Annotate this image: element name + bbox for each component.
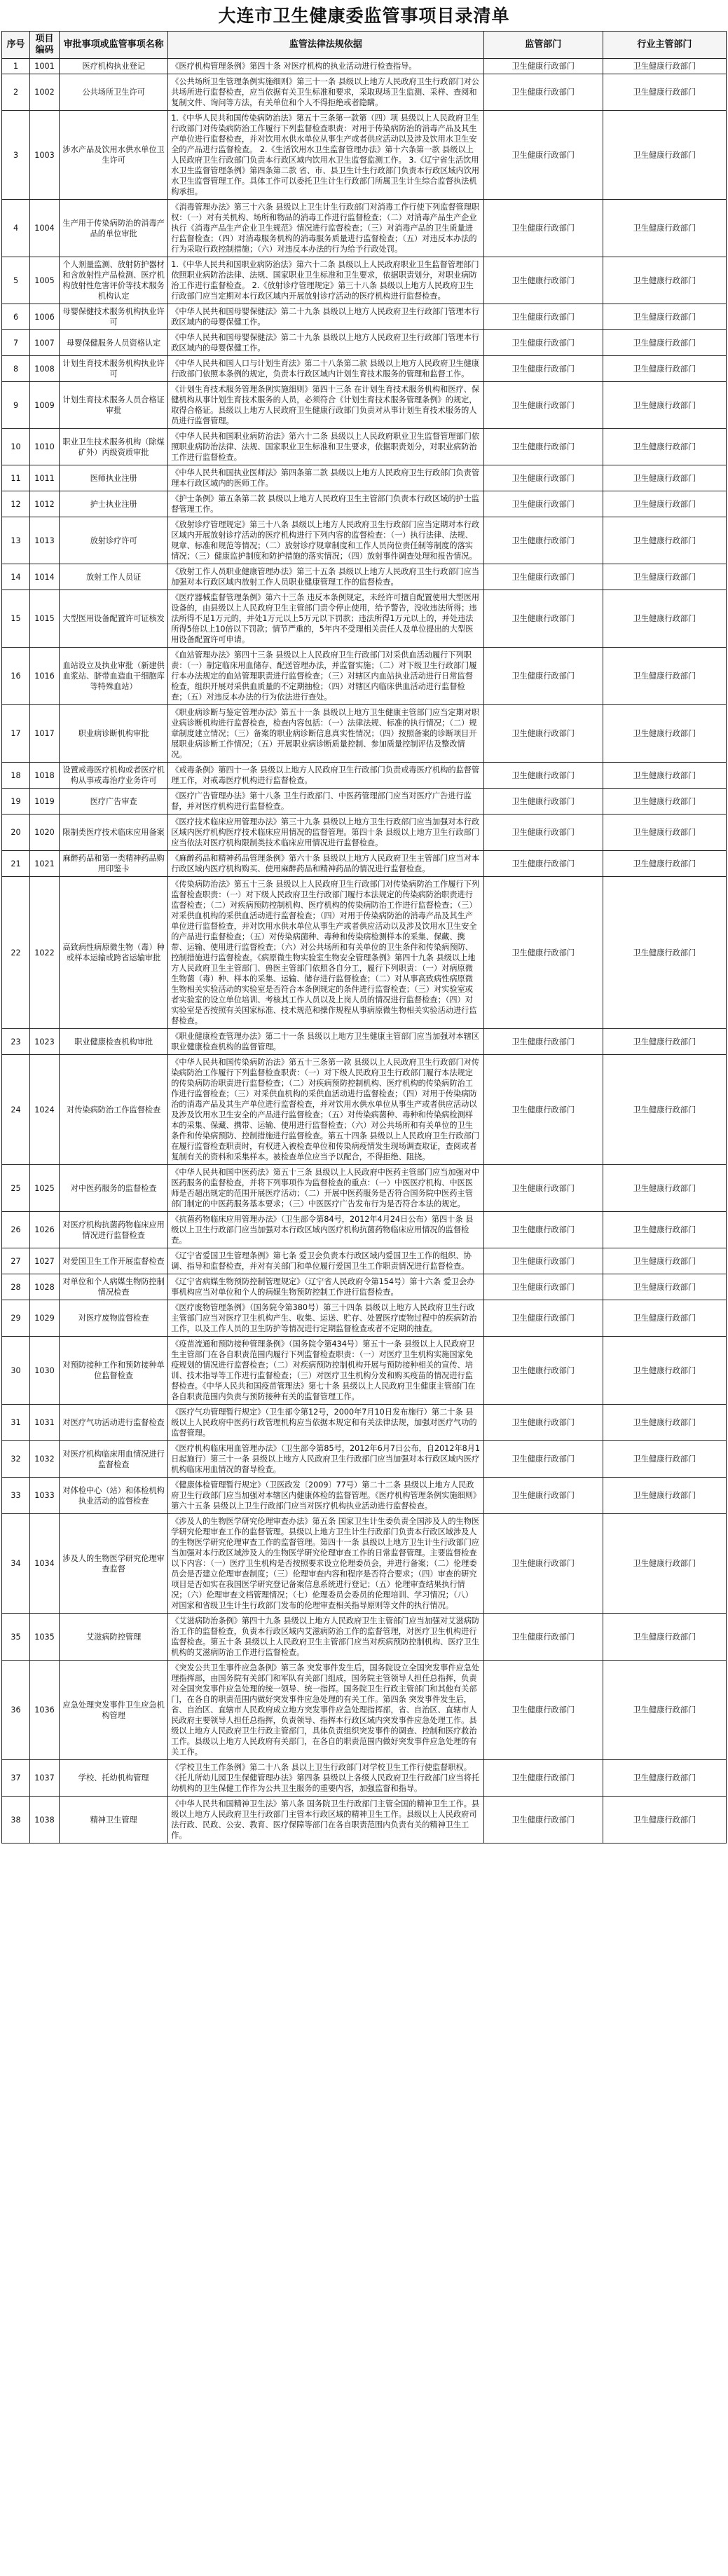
cell-code: 1024: [30, 1055, 60, 1165]
table-row: [2, 763, 727, 789]
cell-industry-dept: 卫生健康行政部门: [603, 1405, 726, 1441]
cell-legal-basis: 《医疗机构管理条例》第四十条 对医疗机构的执业活动进行检查指导。: [168, 59, 483, 74]
cell-seq: 9: [2, 382, 30, 429]
cell-item-name: 艾滋病防控管理: [60, 1614, 168, 1661]
cell-industry-dept: 卫生健康行政部门: [603, 356, 726, 382]
cell-supervision-dept: 卫生健康行政部门: [483, 1614, 603, 1661]
cell-industry-dept: 卫生健康行政部门: [603, 1165, 726, 1212]
cell-seq: 18: [2, 763, 30, 789]
cell-legal-basis: 《血站管理办法》第四十三条 县级以上人民政府卫生行政部门对采供血活动履行下列职责：（一）制定临床用血储存、配送管理办法，并监督实施；（二）对下级卫生行政部门履行本办法规定的血站管理职责进行监督检查；（三）对辖区内血站执业活动进行日常监督检查，组织开展对采供血质量的不定期抽检；（四）对辖区内临床供血活动进行监督检查；（五）对违反本办法的行为依法进行查处。: [168, 648, 483, 705]
cell-seq: 34: [2, 1514, 30, 1614]
cell-seq: 26: [2, 1212, 30, 1248]
table-row: [2, 74, 727, 111]
cell-supervision-dept: 卫生健康行政部门: [483, 59, 603, 74]
cell-supervision-dept: 卫生健康行政部门: [483, 1478, 603, 1514]
cell-legal-basis: 《医疗器械监督管理条例》第六十三条 违反本条例规定，未经许可擅自配置使用大型医用设备的，由县级以上人民政府卫生主管部门责令停止使用，给予警告，没收违法所得；违法所得不足1万元的，并处1万元以上5万元以下罚款；违法所得1万元以上的，并处违法所得5倍以上10倍以下罚款；情节严重的，5年内不受理相关责任人及单位提出的大型医用设备配置许可申请。: [168, 590, 483, 648]
table-row: [2, 1441, 727, 1478]
cell-legal-basis: 1.《中华人民共和国传染病防治法》第五十三条第一款第（四）项 县级以上人民政府卫生行政部门对传染病防治工作履行下列监督检查职责：对用于传染病防治的消毒产品及其生产单位进行监督检查，并对饮用水供水单位从事生产或者供应活动以及涉及饮用水卫生安全的产品进行监督检查。 2.《生活饮用水卫生监督管理办法》第十六条第一款 县级以上人民政府卫生行政部门负责本行政区域内饮用水卫生监督监测工作。 3.《辽宁省生活饮用水卫生监督管理条例》第四条第二款 省、市、县卫生计生行政部门负责本行政区域内饮用水卫生监督管理工作。具体工作可以委托卫生计生行政部门所属卫生计生综合监督执法机构承担。: [168, 111, 483, 200]
cell-item-name: 应急处理突发事件卫生应急机构管理: [60, 1661, 168, 1760]
cell-seq: 11: [2, 465, 30, 491]
cell-seq: 32: [2, 1441, 30, 1478]
cell-supervision-dept: 卫生健康行政部门: [483, 465, 603, 491]
cell-industry-dept: 卫生健康行政部门: [603, 1029, 726, 1055]
table-row: [2, 564, 727, 590]
table-body: [2, 59, 727, 1844]
cell-supervision-dept: 卫生健康行政部门: [483, 491, 603, 517]
cell-code: 1029: [30, 1300, 60, 1337]
cell-seq: 8: [2, 356, 30, 382]
cell-industry-dept: 卫生健康行政部门: [603, 1248, 726, 1274]
cell-seq: 4: [2, 200, 30, 257]
cell-item-name: 精神卫生管理: [60, 1797, 168, 1844]
cell-industry-dept: 卫生健康行政部门: [603, 590, 726, 648]
table-row: [2, 1029, 727, 1055]
cell-seq: 37: [2, 1760, 30, 1797]
cell-industry-dept: 卫生健康行政部门: [603, 382, 726, 429]
cell-code: 1011: [30, 465, 60, 491]
table-row: [2, 648, 727, 705]
cell-code: 1025: [30, 1165, 60, 1212]
cell-industry-dept: 卫生健康行政部门: [603, 1055, 726, 1165]
cell-code: 1002: [30, 74, 60, 111]
col-header-industry: 行业主管部门: [603, 32, 726, 59]
table-row: [2, 1614, 727, 1661]
cell-supervision-dept: 卫生健康行政部门: [483, 517, 603, 564]
cell-seq: 25: [2, 1165, 30, 1212]
cell-item-name: 涉及人的生物医学研究伦理审查监督: [60, 1514, 168, 1614]
cell-seq: 16: [2, 648, 30, 705]
cell-supervision-dept: 卫生健康行政部门: [483, 877, 603, 1029]
cell-industry-dept: 卫生健康行政部门: [603, 465, 726, 491]
cell-industry-dept: 卫生健康行政部门: [603, 1760, 726, 1797]
cell-code: 1013: [30, 517, 60, 564]
table-row: [2, 1274, 727, 1300]
cell-legal-basis: 《戒毒条例》第四十一条 县级以上地方人民政府卫生行政部门负责戒毒医疗机构的监督管理工作，对戒毒医疗机构进行监督检查。: [168, 763, 483, 789]
cell-item-name: 计划生育技术服务人员合格证审批: [60, 382, 168, 429]
cell-code: 1022: [30, 877, 60, 1029]
cell-seq: 7: [2, 330, 30, 356]
cell-code: 1037: [30, 1760, 60, 1797]
supervision-table: [1, 31, 727, 1844]
cell-seq: 10: [2, 429, 30, 465]
col-header-name: 审批事项或监管事项名称: [60, 32, 168, 59]
cell-seq: 15: [2, 590, 30, 648]
cell-item-name: 母婴保健技术服务机构执业许可: [60, 304, 168, 330]
cell-industry-dept: 卫生健康行政部门: [603, 200, 726, 257]
cell-seq: 6: [2, 304, 30, 330]
cell-industry-dept: 卫生健康行政部门: [603, 111, 726, 200]
cell-legal-basis: 《艾滋病防治条例》第四十九条 县级以上地方人民政府卫生主管部门应当加强对艾滋病防治工作的监督检查，负责本行政区域内艾滋病防治工作的监督管理，对医疗卫生机构进行监督检查。第五十条 县级以上人民政府卫生主管部门应当对疾病预防控制机构、医疗卫生机构的艾滋病防治工作进行监督检查。: [168, 1614, 483, 1661]
table-row: [2, 789, 727, 815]
cell-legal-basis: 《公共场所卫生管理条例实施细则》第三十一条 县级以上地方人民政府卫生行政部门对公共场所进行监督检查，应当依据有关卫生标准和要求，采取现场卫生监测、采样、查阅和复制文件、询问等方法，有关单位和个人不得拒绝或者隐瞒。: [168, 74, 483, 111]
cell-code: 1034: [30, 1514, 60, 1614]
cell-code: 1020: [30, 815, 60, 851]
cell-supervision-dept: 卫生健康行政部门: [483, 257, 603, 304]
cell-item-name: 对医疗废物监督检查: [60, 1300, 168, 1337]
cell-supervision-dept: 卫生健康行政部门: [483, 851, 603, 877]
cell-legal-basis: 《计划生育技术服务管理条例实施细则》第四十三条 在计划生育技术服务机构和医疗、保健机构从事计划生育技术服务的人员，必须符合《计划生育技术服务管理条例》的规定，取得合格证。县级以上地方人民政府卫生健康行政部门负责对从事计划生育技术服务的人员进行监督管理。: [168, 382, 483, 429]
cell-seq: 20: [2, 815, 30, 851]
cell-item-name: 放射诊疗许可: [60, 517, 168, 564]
cell-industry-dept: 卫生健康行政部门: [603, 705, 726, 763]
cell-code: 1003: [30, 111, 60, 200]
cell-code: 1012: [30, 491, 60, 517]
cell-legal-basis: 《职业病诊断与鉴定管理办法》第五十一条 县级以上地方卫生健康主管部门应当定期对职业病诊断机构进行监督检查，检查内容包括：（一）法律法规、标准的执行情况；（二）规章制度建立情况；（三）备案的职业病诊断信息真实性情况；（四）按照备案的诊断项目开展职业病诊断工作情况；（五）开展职业病诊断质量控制、参加质量控制评估及整改情况。: [168, 705, 483, 763]
cell-item-name: 职业卫生技术服务机构（除煤矿外）丙级资质审批: [60, 429, 168, 465]
cell-item-name: 高致病性病原微生物（毒）种或样本运输或跨省运输审批: [60, 877, 168, 1029]
cell-legal-basis: 《健康体检管理暂行规定》（卫医政发〔2009〕77号）第二十二条 县级以上地方人民政府卫生行政部门应当加强对本辖区内健康体检的监督管理。《医疗机构管理条例实施细则》第六十五条 县级以上卫生行政部门应当对医疗机构执业活动进行监督检查。: [168, 1478, 483, 1514]
col-header-dept: 监管部门: [483, 32, 603, 59]
cell-supervision-dept: 卫生健康行政部门: [483, 1055, 603, 1165]
cell-code: 1010: [30, 429, 60, 465]
cell-legal-basis: 《中华人民共和国母婴保健法》第二十九条 县级以上地方人民政府卫生行政部门管理本行政区域内的母婴保健工作。: [168, 330, 483, 356]
col-header-basis: 监管法律法规依据: [168, 32, 483, 59]
cell-item-name: 对单位和个人病媒生物防控制情况检查: [60, 1274, 168, 1300]
cell-item-name: 个人剂量监测、放射防护器材和含放射性产品检测、医疗机构放射性危害评价等技术服务机构认定: [60, 257, 168, 304]
table-row: [2, 491, 727, 517]
cell-legal-basis: 《医疗气功管理暂行规定》（卫生部令第12号，2000年7月10日发布施行）第二十条 县级以上人民政府中医药行政管理机构应当依据本规定和有关法律法规，加强对医疗气功的监督管理。: [168, 1405, 483, 1441]
table-row: [2, 304, 727, 330]
cell-supervision-dept: 卫生健康行政部门: [483, 356, 603, 382]
cell-code: 1035: [30, 1614, 60, 1661]
cell-industry-dept: 卫生健康行政部门: [603, 763, 726, 789]
cell-legal-basis: 《辽宁省爱国卫生管理条例》第七条 爱卫会负责本行政区域内爱国卫生工作的组织、协调、指导和监督检查，并对有关部门和单位履行爱国卫生工作职责情况进行监督检查。: [168, 1248, 483, 1274]
cell-seq: 14: [2, 564, 30, 590]
table-row: [2, 382, 727, 429]
cell-code: 1036: [30, 1661, 60, 1760]
cell-item-name: 公共场所卫生许可: [60, 74, 168, 111]
table-row: [2, 1478, 727, 1514]
cell-supervision-dept: 卫生健康行政部门: [483, 1248, 603, 1274]
cell-item-name: 对爱国卫生工作开展监督检查: [60, 1248, 168, 1274]
cell-industry-dept: 卫生健康行政部门: [603, 1337, 726, 1405]
cell-supervision-dept: 卫生健康行政部门: [483, 200, 603, 257]
cell-code: 1032: [30, 1441, 60, 1478]
cell-supervision-dept: 卫生健康行政部门: [483, 1405, 603, 1441]
cell-seq: 29: [2, 1300, 30, 1337]
cell-industry-dept: 卫生健康行政部门: [603, 429, 726, 465]
cell-code: 1005: [30, 257, 60, 304]
table-row: [2, 815, 727, 851]
cell-code: 1021: [30, 851, 60, 877]
cell-supervision-dept: 卫生健康行政部门: [483, 1212, 603, 1248]
cell-seq: 17: [2, 705, 30, 763]
cell-legal-basis: 《放射工作人员职业健康管理办法》第三十五条 县级以上地方人民政府卫生行政部门应当加强对本行政区域内放射工作人员职业健康管理工作的监督检查。: [168, 564, 483, 590]
table-row: [2, 1760, 727, 1797]
page-title: 大连市卫生健康委监管事项目录清单: [218, 6, 510, 26]
cell-legal-basis: 《消毒管理办法》第三十六条 县级以上卫生计生行政部门对消毒工作行使下列监督管理职权：（一）对有关机构、场所和物品的消毒工作进行监督检查；（二）对消毒产品生产企业执行《消毒产品生产企业卫生规范》情况进行监督检查；（三）对消毒产品的卫生质量进行监督检查；（四）对消毒服务机构的消毒服务质量进行监督检查；（五）对违反本办法的行为采取行政控制措施；（六）对违反本办法的行为给予行政处罚。: [168, 200, 483, 257]
cell-supervision-dept: 卫生健康行政部门: [483, 382, 603, 429]
cell-legal-basis: 《抗菌药物临床应用管理办法》（卫生部令第84号，2012年4月24日公布）第四十条 县级以上卫生行政部门应当加强对本行政区域内医疗机构抗菌药物临床应用情况的监督检查。: [168, 1212, 483, 1248]
cell-item-name: 对传染病防治工作监督检查: [60, 1055, 168, 1165]
cell-legal-basis: 《护士条例》第五条第二款 县级以上地方人民政府卫生主管部门负责本行政区域的护士监督管理工作。: [168, 491, 483, 517]
cell-seq: 3: [2, 111, 30, 200]
cell-code: 1015: [30, 590, 60, 648]
cell-item-name: 限制类医疗技术临床应用备案: [60, 815, 168, 851]
table-row: [2, 1514, 727, 1614]
cell-supervision-dept: 卫生健康行政部门: [483, 1300, 603, 1337]
cell-industry-dept: 卫生健康行政部门: [603, 304, 726, 330]
cell-legal-basis: 《涉及人的生物医学研究伦理审查办法》第五条 国家卫生计生委负责全国涉及人的生物医学研究伦理审查工作的监督管理。县级以上地方卫生计生行政部门负责本行政区域涉及人的生物医学研究伦理审查工作的监督管理。第四十一条 县级以上地方卫生计生行政部门应当加强对本行政区域涉及人的生物医学研究伦理审查工作的日常监督管理。主要监督检查以下内容：（一）医疗卫生机构是否按照要求设立伦理委员会，并进行备案；（二）伦理委员会是否建立伦理审查制度；（三）伦理审查内容和程序是否符合要求；（四）审查的研究项目是否如实在我国医学研究登记备案信息系统进行登记；（五）伦理审查结果执行情况；（六）伦理审查文档管理情况；（七）伦理委员会委员的伦理培训、学习情况；（八）对国家和省级卫生计生行政部门发布的伦理审查相关指导原则等文件的执行情况。: [168, 1514, 483, 1614]
cell-legal-basis: 《医疗技术临床应用管理办法》第三十九条 县级以上地方卫生行政部门应当加强对本行政区域内医疗机构医疗技术临床应用情况的监督管理。第四十条 县级以上地方卫生行政部门应当依法对医疗机构限制类技术临床应用情况进行监督检查。: [168, 815, 483, 851]
table-row: [2, 465, 727, 491]
cell-code: 1009: [30, 382, 60, 429]
table-row: [2, 517, 727, 564]
cell-supervision-dept: 卫生健康行政部门: [483, 304, 603, 330]
cell-item-name: 血站设立及执业审批（新建供血浆站、脐带血造血干细胞库等特殊血站）: [60, 648, 168, 705]
cell-code: 1031: [30, 1405, 60, 1441]
cell-industry-dept: 卫生健康行政部门: [603, 1212, 726, 1248]
cell-code: 1030: [30, 1337, 60, 1405]
cell-legal-basis: 《学校卫生工作条例》第二十八条 县以上卫生行政部门对学校卫生工作行使监督职权。《托儿所幼儿园卫生保健管理办法》第四条 县级以上各级人民政府卫生行政部门应当将托幼机构的卫生保健工作作为公共卫生服务的重要内容，加强监督和指导。: [168, 1760, 483, 1797]
cell-industry-dept: 卫生健康行政部门: [603, 1478, 726, 1514]
cell-item-name: 职业病诊断机构审批: [60, 705, 168, 763]
table-row: [2, 59, 727, 74]
cell-seq: 36: [2, 1661, 30, 1760]
cell-legal-basis: 《突发公共卫生事件应急条例》第三条 突发事件发生后，国务院设立全国突发事件应急处理指挥部，由国务院有关部门和军队有关部门组成，国务院主管领导人担任总指挥，负责对全国突发事件应急处理的统一领导、统一指挥。国务院卫生行政主管部门和其他有关部门，在各自的职责范围内做好突发事件应急处理的有关工作。第四条 突发事件发生后，省、自治区、直辖市人民政府成立地方突发事件应急处理指挥部，省、自治区、直辖市人民政府主要领导人担任总指挥，负责领导、指挥本行政区域内突发事件应急处理工作。县级以上地方人民政府卫生行政主管部门，具体负责组织突发事件的调查、控制和医疗救治工作。县级以上地方人民政府有关部门，在各自的职责范围内做好突发事件应急处理的有关工作。: [168, 1661, 483, 1760]
cell-seq: 22: [2, 877, 30, 1029]
cell-code: 1017: [30, 705, 60, 763]
cell-item-name: 设置戒毒医疗机构或者医疗机构从事戒毒治疗业务许可: [60, 763, 168, 789]
cell-legal-basis: 《放射诊疗管理规定》第三十八条 县级以上地方人民政府卫生行政部门应当定期对本行政区域内开展放射诊疗活动的医疗机构进行下列内容的监督检查：（一）执行法律、法规、规章、标准和规范等情况；（二）放射诊疗规章制度和工作人员岗位责任制等制度的落实情况；（三）健康监护制度和防护措施的落实情况；（四）放射事件调查处理和报告情况。: [168, 517, 483, 564]
cell-industry-dept: 卫生健康行政部门: [603, 564, 726, 590]
cell-item-name: 对预防接种工作和预防接种单位监督检查: [60, 1337, 168, 1405]
cell-seq: 31: [2, 1405, 30, 1441]
cell-supervision-dept: 卫生健康行政部门: [483, 1797, 603, 1844]
cell-seq: 38: [2, 1797, 30, 1844]
cell-industry-dept: 卫生健康行政部门: [603, 1441, 726, 1478]
table-row: [2, 851, 727, 877]
table-row: [2, 1212, 727, 1248]
cell-item-name: 护士执业注册: [60, 491, 168, 517]
cell-seq: 35: [2, 1614, 30, 1661]
table-row: [2, 111, 727, 200]
cell-supervision-dept: 卫生健康行政部门: [483, 1337, 603, 1405]
cell-supervision-dept: 卫生健康行政部门: [483, 330, 603, 356]
cell-seq: 27: [2, 1248, 30, 1274]
cell-seq: 12: [2, 491, 30, 517]
table-row: [2, 1248, 727, 1274]
col-header-seq: 序号: [2, 32, 30, 59]
table-row: [2, 257, 727, 304]
cell-seq: 19: [2, 789, 30, 815]
cell-item-name: 职业健康检查机构审批: [60, 1029, 168, 1055]
cell-code: 1016: [30, 648, 60, 705]
cell-supervision-dept: 卫生健康行政部门: [483, 1274, 603, 1300]
cell-legal-basis: 《疫苗流通和预防接种管理条例》（国务院令第434号）第五十一条 县级以上人民政府卫生主管部门在各自职责范围内履行下列监督检查职责：（一）对医疗卫生机构实施国家免疫规划的情况进行监督检查；（二）对疾病预防控制机构开展与预防接种相关的宣传、培训、技术指导等工作进行监督检查；（三）对医疗卫生机构分发和购买疫苗的情况进行监督检查。《中华人民共和国疫苗管理法》第七十条 县级以上人民政府卫生健康主管部门在各自职责范围内负责与预防接种有关的监督管理工作。: [168, 1337, 483, 1405]
cell-legal-basis: 《麻醉药品和精神药品管理条例》第六十条 县级以上地方人民政府卫生主管部门应当对本行政区域内医疗机构购买、使用麻醉药品和精神药品的情况进行监督检查。: [168, 851, 483, 877]
table-row: [2, 1337, 727, 1405]
cell-seq: 2: [2, 74, 30, 111]
cell-industry-dept: 卫生健康行政部门: [603, 1614, 726, 1661]
cell-item-name: 对医疗机构临床用血情况进行监督检查: [60, 1441, 168, 1478]
cell-item-name: 医疗广告审查: [60, 789, 168, 815]
cell-supervision-dept: 卫生健康行政部门: [483, 429, 603, 465]
cell-item-name: 医疗机构执业登记: [60, 59, 168, 74]
cell-legal-basis: 《中华人民共和国母婴保健法》第二十九条 县级以上地方人民政府卫生行政部门管理本行政区域内的母婴保健工作。: [168, 304, 483, 330]
table-row: [2, 330, 727, 356]
cell-code: 1019: [30, 789, 60, 815]
table-row: [2, 1055, 727, 1165]
cell-code: 1027: [30, 1248, 60, 1274]
cell-industry-dept: 卫生健康行政部门: [603, 1274, 726, 1300]
cell-industry-dept: 卫生健康行政部门: [603, 1514, 726, 1614]
table-row: [2, 1300, 727, 1337]
cell-seq: 21: [2, 851, 30, 877]
table-row: [2, 1797, 727, 1844]
cell-industry-dept: 卫生健康行政部门: [603, 789, 726, 815]
cell-legal-basis: 《传染病防治法》第五十三条 县级以上人民政府卫生行政部门对传染病防治工作履行下列监督检查职责：（一）对下级人民政府卫生行政部门履行本法规定的传染病防治职责进行监督检查；（二）对疾病预防控制机构、医疗机构的传染病防治工作进行监督检查；（三）对采供血机构的采供血活动进行监督检查；（四）对用于传染病防治的消毒产品及其生产单位进行监督检查，并对饮用水供水单位从事生产或者供应活动以及涉及饮用水卫生安全的产品进行监督检查；（五）对传染病菌种、毒种和传染病检测样本的采集、保藏、携带、运输、使用进行监督检查；（六）对公共场所和有关单位的卫生条件和传染病预防、控制措施进行监督检查。《病原微生物实验室生物安全管理条例》第四十九条 县级以上地方人民政府卫生主管部门、兽医主管部门依照各自分工，履行下列职责：（一）对病原微生物菌（毒）种、样本的采集、运输、储存进行监督检查；（二）对从事高致病性病原微生物相关实验活动的实验室是否符合本条例规定的条件进行监督检查；（三）对实验室或者实验室的设立单位培训、考核其工作人员以及上岗人员的情况进行监督检查；（四）对实验室是否按照有关国家标准、技术规范和操作规程从事病原微生物相关实验活动进行监督检查。: [168, 877, 483, 1029]
cell-supervision-dept: 卫生健康行政部门: [483, 1441, 603, 1478]
cell-legal-basis: 《中华人民共和国传染病防治法》第五十三条第一款 县级以上人民政府卫生行政部门对传染病防治工作履行下列监督检查职责：（一）对下级人民政府卫生行政部门履行本法规定的传染病防治职责进行监督检查；（二）对疾病预防控制机构、医疗机构的传染病防治工作进行监督检查；（三）对采供血机构的采供血活动进行监督检查；（四）对用于传染病防治的消毒产品及其生产单位进行监督检查，并对饮用水供水单位从事生产或者供应活动以及涉及饮用水卫生安全的产品进行监督检查；（五）对传染病菌种、毒种和传染病检测样本的采集、保藏、携带、运输、使用进行监督检查；（六）对公共场所和有关单位的卫生条件和传染病预防、控制措施进行监督检查。第五十四条 县级以上人民政府卫生行政部门在履行监督检查职责时，有权进入被检查单位和传染病疫情发生现场调查取证，查阅或者复制有关的资料和采集样本。被检查单位应当予以配合，不得拒绝、阻挠。: [168, 1055, 483, 1165]
cell-item-name: 对体检中心（站）和体检机构执业活动的监督检查: [60, 1478, 168, 1514]
cell-seq: 33: [2, 1478, 30, 1514]
cell-legal-basis: 《中华人民共和国精神卫生法》第八条 国务院卫生行政部门主管全国的精神卫生工作。县级以上地方人民政府卫生行政部门主管本行政区域的精神卫生工作。县级以上人民政府司法行政、民政、公安、教育、医疗保障等部门在各自职责范围内负责有关的精神卫生工作。: [168, 1797, 483, 1844]
cell-supervision-dept: 卫生健康行政部门: [483, 815, 603, 851]
cell-industry-dept: 卫生健康行政部门: [603, 851, 726, 877]
cell-seq: 5: [2, 257, 30, 304]
cell-supervision-dept: 卫生健康行政部门: [483, 564, 603, 590]
cell-supervision-dept: 卫生健康行政部门: [483, 1760, 603, 1797]
cell-industry-dept: 卫生健康行政部门: [603, 815, 726, 851]
cell-supervision-dept: 卫生健康行政部门: [483, 590, 603, 648]
cell-item-name: 学校、托幼机构管理: [60, 1760, 168, 1797]
cell-industry-dept: 卫生健康行政部门: [603, 517, 726, 564]
table-row: [2, 1661, 727, 1760]
cell-industry-dept: 卫生健康行政部门: [603, 59, 726, 74]
table-row: [2, 1405, 727, 1441]
cell-code: 1033: [30, 1478, 60, 1514]
cell-industry-dept: 卫生健康行政部门: [603, 648, 726, 705]
cell-item-name: 对中医药服务的监督检查: [60, 1165, 168, 1212]
cell-supervision-dept: 卫生健康行政部门: [483, 111, 603, 200]
cell-code: 1026: [30, 1212, 60, 1248]
table-row: [2, 590, 727, 648]
cell-item-name: 医师执业注册: [60, 465, 168, 491]
cell-supervision-dept: 卫生健康行政部门: [483, 789, 603, 815]
cell-seq: 24: [2, 1055, 30, 1165]
cell-item-name: 涉水产品及饮用水供水单位卫生许可: [60, 111, 168, 200]
cell-legal-basis: 1.《中华人民共和国职业病防治法》第六十二条 县级以上人民政府职业卫生监督管理部门依照职业病防治法律、法规、国家职业卫生标准和卫生要求，依据职责划分，对职业病防治工作进行监督检查。 2.《放射诊疗管理规定》第三十八条 县级以上地方人民政府卫生行政部门应当定期对本行政区域内开展放射诊疗活动的医疗机构进行监督检查。: [168, 257, 483, 304]
table-row: [2, 1165, 727, 1212]
cell-legal-basis: 《医疗废物管理条例》（国务院令第380号）第三十四条 县级以上地方人民政府卫生行政主管部门应当对医疗卫生机构产生、收集、运送、贮存、处置医疗废物过程中的疾病防治工作，以及工作人员的卫生防护等情况进行定期监督检查或者不定期的抽查。: [168, 1300, 483, 1337]
cell-code: 1038: [30, 1797, 60, 1844]
cell-industry-dept: 卫生健康行政部门: [603, 257, 726, 304]
cell-code: 1008: [30, 356, 60, 382]
cell-code: 1028: [30, 1274, 60, 1300]
cell-legal-basis: 《职业健康检查管理办法》第二十一条 县级以上地方卫生健康主管部门应当加强对本辖区职业健康检查机构的监督管理。: [168, 1029, 483, 1055]
cell-item-name: 放射工作人员证: [60, 564, 168, 590]
cell-industry-dept: 卫生健康行政部门: [603, 1300, 726, 1337]
cell-item-name: 生产用于传染病防治的消毒产品的单位审批: [60, 200, 168, 257]
cell-code: 1007: [30, 330, 60, 356]
cell-item-name: 计划生育技术服务机构执业许可: [60, 356, 168, 382]
cell-legal-basis: 《医疗广告管理办法》第十八条 卫生行政部门、中医药管理部门应当对医疗广告进行监督，并对医疗机构进行监督检查。: [168, 789, 483, 815]
cell-legal-basis: 《中华人民共和国人口与计划生育法》第二十八条第二款 县级以上地方人民政府卫生健康行政部门依照本条例的规定，负责本行政区域内计划生育技术服务的管理和监督工作。: [168, 356, 483, 382]
cell-supervision-dept: 卫生健康行政部门: [483, 763, 603, 789]
table-row: [2, 705, 727, 763]
cell-code: 1001: [30, 59, 60, 74]
cell-seq: 13: [2, 517, 30, 564]
cell-seq: 1: [2, 59, 30, 74]
cell-code: 1018: [30, 763, 60, 789]
cell-industry-dept: 卫生健康行政部门: [603, 330, 726, 356]
cell-legal-basis: 《中华人民共和国中医药法》第五十三条 县级以上人民政府中医药主管部门应当加强对中医药服务的监督检查，并将下列事项作为监督检查的重点：（一）中医医疗机构、中医医师是否超出规定的范围开展医疗活动；（二）开展中医药服务是否符合国务院中医药主管部门制定的中医药服务基本要求；（三）中医医疗广告发布行为是否符合本法的规定。: [168, 1165, 483, 1212]
table-row: [2, 877, 727, 1029]
col-header-code: 项目编码: [30, 32, 60, 59]
cell-supervision-dept: 卫生健康行政部门: [483, 1165, 603, 1212]
cell-legal-basis: 《中华人民共和国职业病防治法》第六十二条 县级以上人民政府职业卫生监督管理部门依照职业病防治法律、法规、国家职业卫生标准和卫生要求，依据职责划分，对职业病防治工作进行监督检查。: [168, 429, 483, 465]
cell-industry-dept: 卫生健康行政部门: [603, 491, 726, 517]
cell-item-name: 大型医用设备配置许可证核发: [60, 590, 168, 648]
cell-item-name: 对医疗气功活动进行监督检查: [60, 1405, 168, 1441]
cell-code: 1023: [30, 1029, 60, 1055]
cell-item-name: 麻醉药品和第一类精神药品购用印鉴卡: [60, 851, 168, 877]
cell-legal-basis: 《辽宁省病媒生物预防控制管理规定》（辽宁省人民政府令第154号）第十六条 爱卫会办事机构应当对单位和个人的病媒生物预防控制工作进行监督检查。: [168, 1274, 483, 1300]
cell-seq: 28: [2, 1274, 30, 1300]
cell-supervision-dept: 卫生健康行政部门: [483, 1514, 603, 1614]
cell-supervision-dept: 卫生健康行政部门: [483, 648, 603, 705]
cell-supervision-dept: 卫生健康行政部门: [483, 1661, 603, 1760]
cell-code: 1006: [30, 304, 60, 330]
table-row: [2, 200, 727, 257]
table-row: [2, 429, 727, 465]
cell-code: 1004: [30, 200, 60, 257]
cell-industry-dept: 卫生健康行政部门: [603, 74, 726, 111]
cell-seq: 23: [2, 1029, 30, 1055]
cell-supervision-dept: 卫生健康行政部门: [483, 74, 603, 111]
table-row: [2, 356, 727, 382]
table-header-row: [2, 32, 727, 59]
cell-supervision-dept: 卫生健康行政部门: [483, 1029, 603, 1055]
cell-code: 1014: [30, 564, 60, 590]
cell-seq: 30: [2, 1337, 30, 1405]
cell-industry-dept: 卫生健康行政部门: [603, 1661, 726, 1760]
cell-industry-dept: 卫生健康行政部门: [603, 1797, 726, 1844]
cell-legal-basis: 《中华人民共和国执业医师法》第四条第二款 县级以上地方人民政府卫生行政部门负责管理本行政区域内的医师工作。: [168, 465, 483, 491]
cell-industry-dept: 卫生健康行政部门: [603, 877, 726, 1029]
cell-item-name: 母婴保健服务人员资格认定: [60, 330, 168, 356]
cell-item-name: 对医疗机构抗菌药物临床应用情况进行监督检查: [60, 1212, 168, 1248]
cell-legal-basis: 《医疗机构临床用血管理办法》（卫生部令第85号，2012年6月7日公布，自2012年8月1日起施行）第三十一条 县级以上地方人民政府卫生行政部门应当加强对本行政区域内医疗机构临床用血情况的督导检查。: [168, 1441, 483, 1478]
cell-supervision-dept: 卫生健康行政部门: [483, 705, 603, 763]
